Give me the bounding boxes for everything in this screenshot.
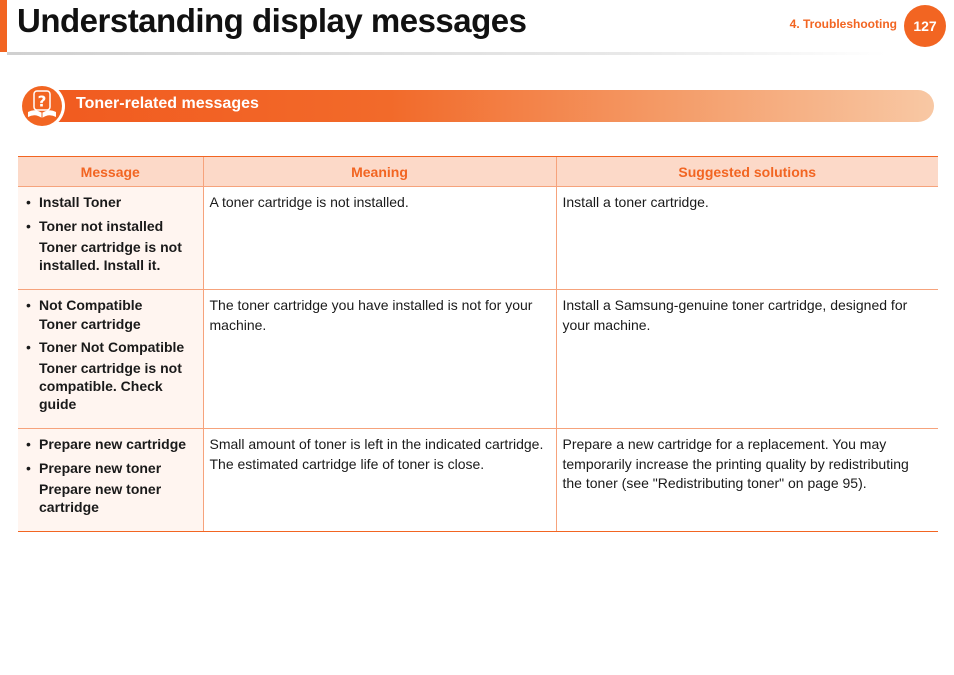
- table-row: [18, 187, 938, 290]
- svg-text:?: ?: [37, 92, 47, 111]
- page-title: Understanding display messages: [17, 2, 527, 39]
- accent-bar: [0, 0, 7, 52]
- message-item: • Toner not installed Toner cartridge is not installed. Install it.: [22, 217, 197, 274]
- table-row: [18, 290, 938, 429]
- question-book-icon: [18, 82, 66, 130]
- message-cell: [18, 290, 203, 429]
- message-cell: [18, 187, 203, 290]
- column-header: Message: [18, 157, 203, 187]
- meaning-cell: A toner cartridge is not installed.: [203, 187, 556, 290]
- message-cell: [18, 429, 203, 532]
- message-item: • Toner Not Compatible Toner cartridge is not compatible. Check guide: [22, 338, 197, 413]
- section-title: Toner-related messages: [76, 95, 259, 112]
- table-row: [18, 429, 938, 532]
- message-text: Prepare new cartridge: [39, 436, 187, 452]
- message-item: • Prepare new toner Prepare new toner cartridge: [22, 459, 197, 516]
- message-subtext: Prepare new toner cartridge: [39, 481, 162, 515]
- page-number-badge: 127: [904, 5, 946, 47]
- message-text: Install Toner: [39, 194, 122, 210]
- message-subtext: Toner cartridge is not installed. Install it.: [39, 239, 182, 273]
- column-header: Meaning: [203, 157, 556, 187]
- message-text: Toner not installed: [39, 218, 164, 234]
- message-text: Not Compatible: [39, 297, 143, 313]
- message-text: Toner Not Compatible: [39, 339, 185, 355]
- message-text: Prepare new toner: [39, 460, 162, 476]
- meaning-cell: The toner cartridge you have installed is not for your machine.: [203, 290, 556, 429]
- solution-cell: Install a Samsung-genuine toner cartridge, designed for your machine.: [556, 290, 938, 429]
- message-item: • Not Compatible Toner cartridge: [22, 296, 197, 333]
- table-header-row: [18, 157, 938, 187]
- title-divider: [7, 52, 887, 55]
- message-item: • Prepare new cartridge: [26, 436, 187, 452]
- message-subtext: Toner cartridge: [39, 316, 141, 332]
- meaning-cell: Small amount of toner is left in the indicated cartridge. The estimated cartridge life of toner is close.: [203, 429, 556, 532]
- section-banner: [28, 90, 934, 122]
- column-header: Suggested solutions: [556, 157, 938, 187]
- solution-cell: Prepare a new cartridge for a replacement. You may temporarily increase the printing quality by redistributing the toner (see "Redistributing toner" on page 95).: [556, 429, 938, 532]
- message-item: • Install Toner: [26, 194, 122, 210]
- message-subtext: Toner cartridge is not compatible. Check guide: [39, 360, 182, 412]
- solution-cell: Install a toner cartridge.: [556, 187, 938, 290]
- chapter-label[interactable]: 4. Troubleshooting: [789, 17, 897, 31]
- toner-messages-table: [18, 156, 938, 532]
